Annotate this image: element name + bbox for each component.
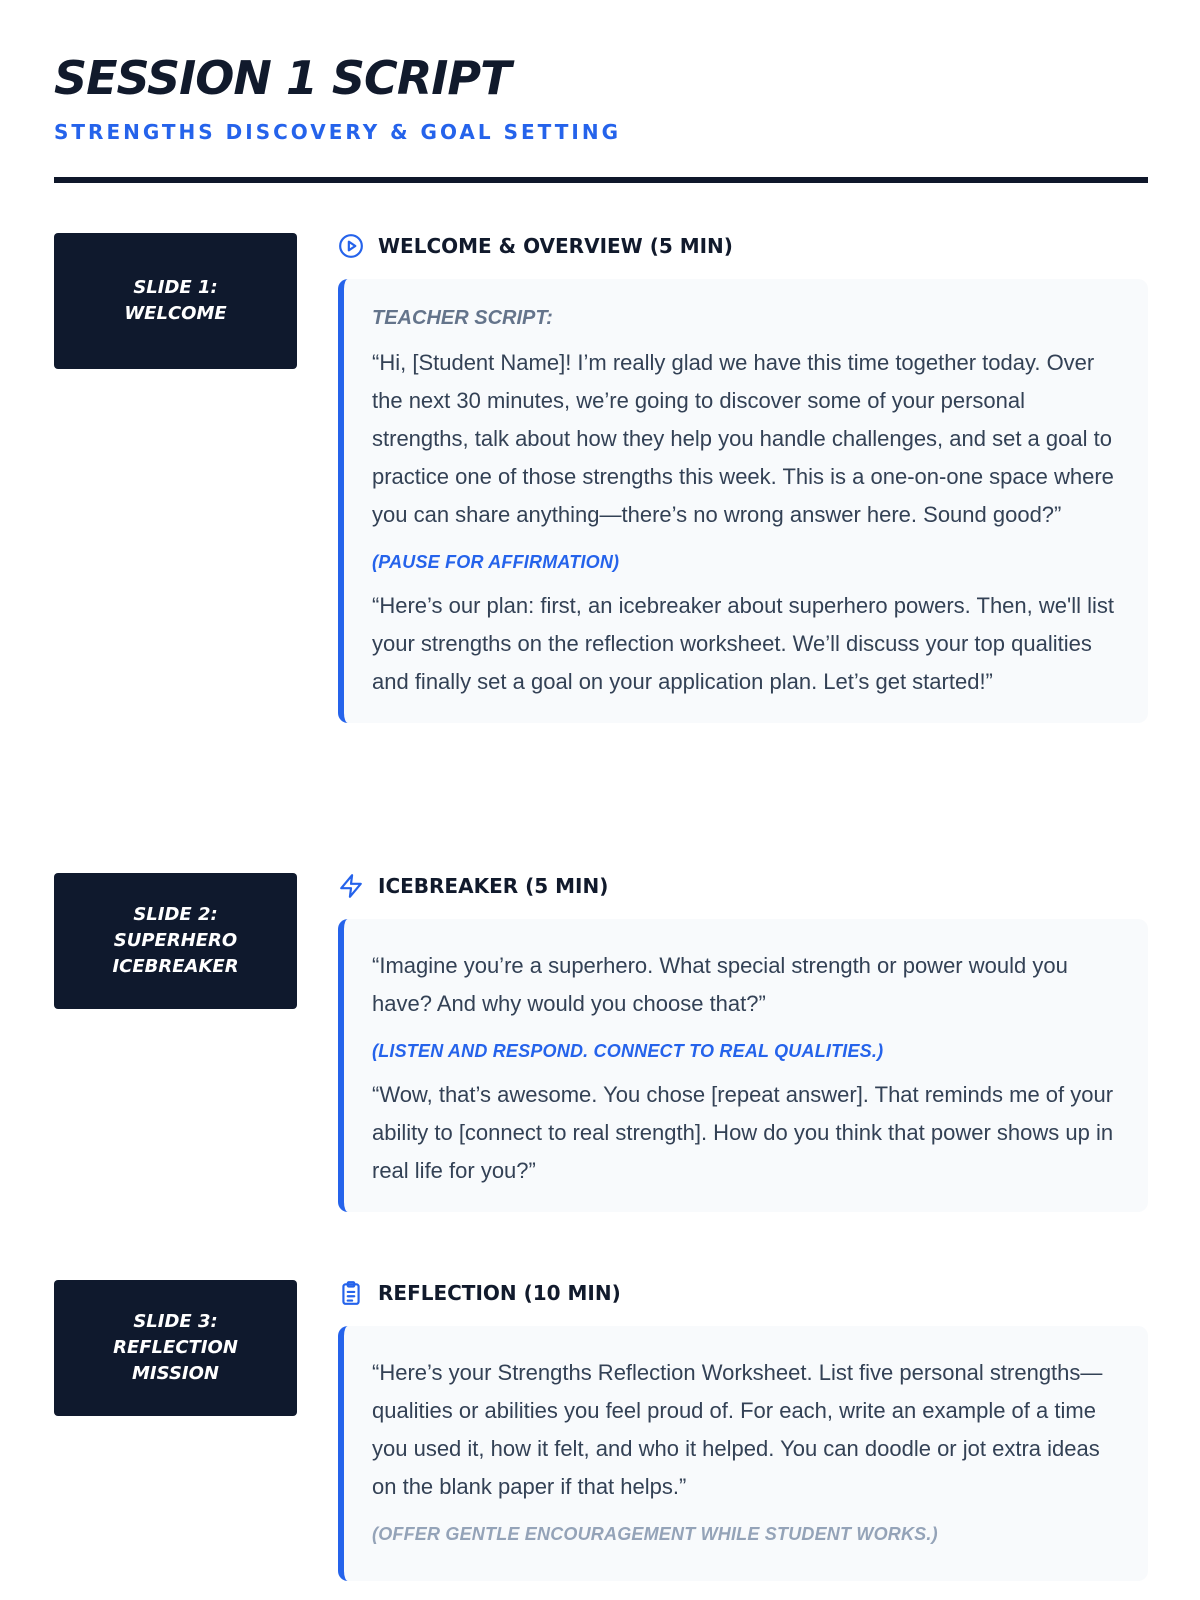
header-divider (54, 177, 1148, 183)
script-paragraph: “Wow, that’s awesome. You chose [repeat answer]. That reminds me of your ability to [connect to real strength]. How do you think that power shows up in real life for you?” (372, 1082, 1114, 1183)
section-heading (338, 233, 733, 259)
page-header (54, 48, 1148, 146)
script-paragraph: “Imagine you’re a superhero. What special strength or power would you have? And why would you choose that?” (372, 953, 1068, 1016)
page-title: SESSION 1 SCRIPT (54, 51, 511, 105)
script-box (338, 1326, 1148, 1581)
stage-cue: (LISTEN AND RESPOND. CONNECT TO REAL QUALITIES.) (372, 1041, 884, 1061)
script-paragraph: “Here’s our plan: first, an icebreaker about superhero powers. Then, we'll list your strengths on the reflection worksheet. We’ll discuss your top qualities and finally set a goal on your application plan. Let’s get started!” (372, 593, 1114, 694)
section-title: REFLECTION (10 MIN) (378, 1281, 621, 1305)
play-circle-icon (338, 233, 364, 259)
section-title: ICEBREAKER (5 MIN) (378, 874, 609, 898)
clipboard-icon (338, 1280, 364, 1306)
script-box (338, 919, 1148, 1212)
lightning-icon (338, 873, 364, 899)
script-box (338, 279, 1148, 723)
slide-card: SLIDE 2: SUPERHERO ICEBREAKER (54, 873, 297, 1009)
page-subtitle: STRENGTHS DISCOVERY & GOAL SETTING (54, 120, 622, 144)
stage-cue: (OFFER GENTLE ENCOURAGEMENT WHILE STUDENT WORKS.) (372, 1524, 938, 1544)
script-label: TEACHER SCRIPT: (372, 307, 553, 329)
section-title: WELCOME & OVERVIEW (5 MIN) (378, 234, 733, 258)
slide-card: SLIDE 3: REFLECTION MISSION (54, 1280, 297, 1416)
script-paragraph: “Here’s your Strengths Reflection Worksheet. List five personal strengths—qualities or abilities you feel proud of. For each, write an example of a time you used it, how it felt, and who it helped. You can doodle or jot extra ideas on the blank paper if that helps.” (372, 1360, 1103, 1499)
script-paragraph: “Hi, [Student Name]! I’m really glad we have this time together today. Over the next 30 minutes, we’re going to discover some of your personal strengths, talk about how they help you handle challenges, and set a goal to practice one of those strengths this week. This is a one-on-one space where you can share anything—there’s no wrong answer here. Sound good?” (372, 350, 1114, 527)
section-heading (338, 873, 608, 899)
section-heading (338, 1280, 621, 1306)
slide-card: SLIDE 1: WELCOME (54, 233, 297, 369)
stage-cue: (PAUSE FOR AFFIRMATION) (372, 552, 620, 572)
